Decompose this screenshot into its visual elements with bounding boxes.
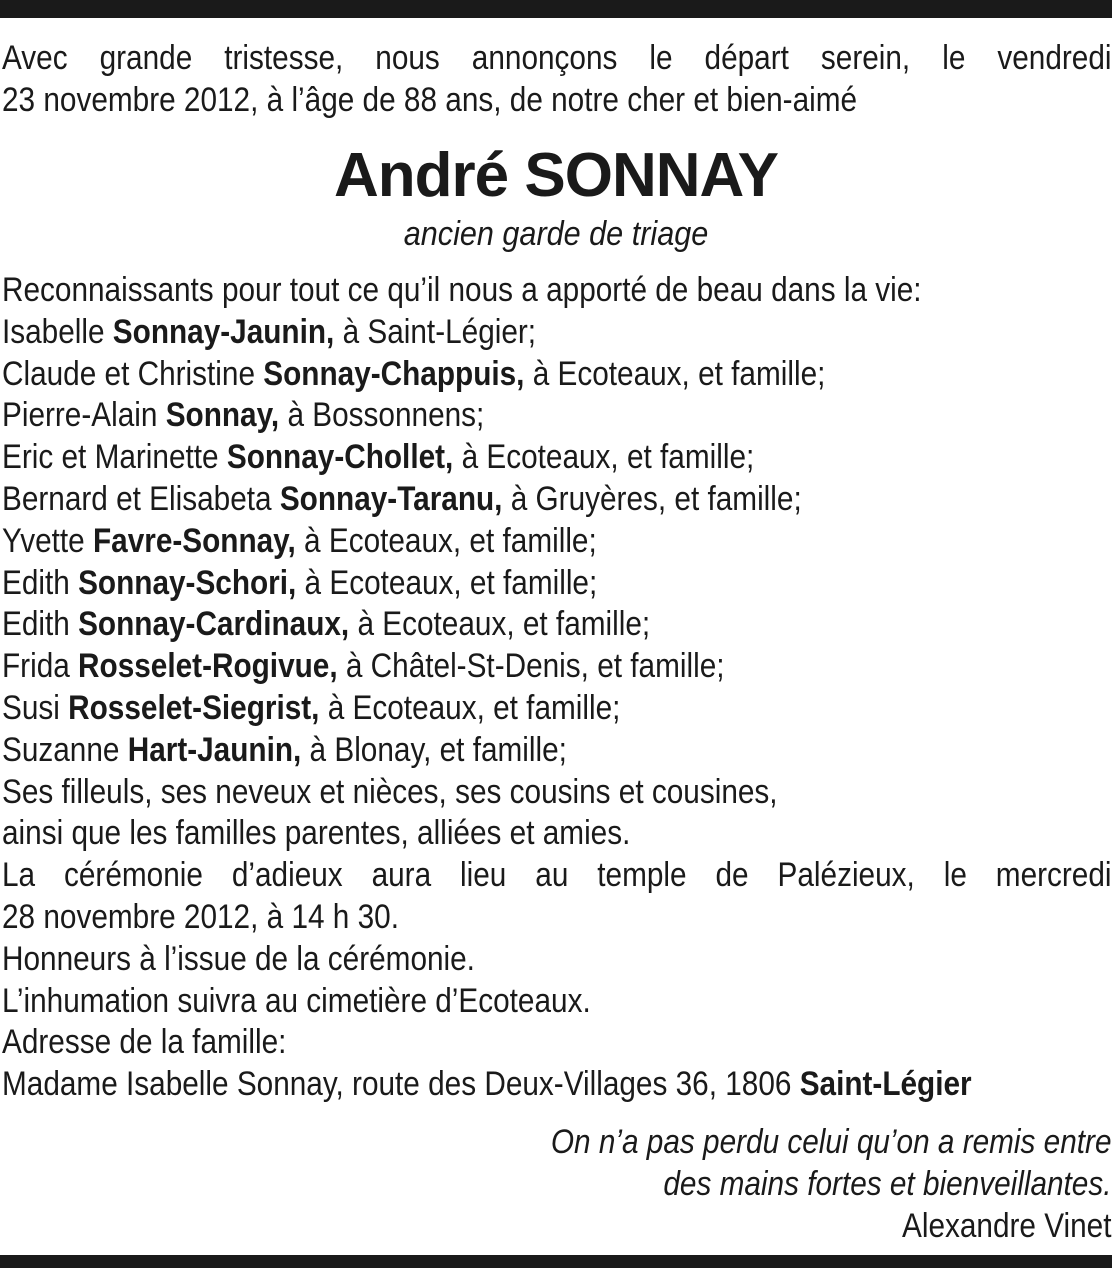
family-member-line — [2, 479, 1112, 521]
family-member-line — [2, 646, 1112, 688]
quote-line: On n’a pas perdu celui qu’on a remis entre — [550, 1123, 1112, 1161]
family-member-surname: Favre-Sonnay, — [92, 521, 296, 560]
family-list — [2, 312, 1112, 772]
family-member-line — [2, 730, 1112, 772]
family-member-surname: Hart-Jaunin, — [127, 730, 302, 769]
family-member-surname: Sonnay-Taranu, — [279, 479, 503, 518]
deceased-name: André SONNAY — [334, 141, 778, 210]
quote-author: Alexandre Vinet — [901, 1206, 1112, 1245]
family-member-location: à Gruyères, et famille; — [502, 479, 802, 518]
intro-line: Avec grande tristesse, nous annonçons le départ serein, le vendredi — [2, 39, 1112, 77]
top-rule — [0, 0, 1112, 18]
family-member-first-names: Suzanne — [2, 730, 128, 769]
family-member-line — [2, 354, 1112, 396]
family-member-line — [2, 521, 1112, 563]
ceremony-line: 28 novembre 2012, à 14 h 30. — [2, 897, 399, 936]
honours-line: Honneurs à l’issue de la cérémonie. — [2, 939, 475, 978]
obituary-body — [2, 270, 1112, 1106]
family-member-first-names: Susi — [2, 688, 69, 727]
quote-line: des mains fortes et bienveillantes. — [663, 1164, 1112, 1203]
family-member-location: à Bossonnens; — [279, 396, 485, 435]
address-text: Madame Isabelle Sonnay, route des Deux-Villages 36, 1806 — [2, 1065, 800, 1104]
quote-block — [2, 1122, 1112, 1247]
family-member-line — [2, 688, 1112, 730]
family-member-line — [2, 563, 1112, 605]
family-member-location: à Ecoteaux, et famille; — [296, 563, 598, 602]
family-member-line — [2, 395, 1112, 437]
family-member-first-names: Yvette — [2, 521, 93, 560]
family-member-first-names: Pierre-Alain — [2, 396, 166, 435]
family-member-first-names: Edith — [2, 563, 79, 602]
family-member-location: à Saint-Légier; — [334, 312, 537, 351]
address-line — [2, 1064, 1112, 1106]
burial-line: L’inhumation suivra au cimetière d’Ecoteaux. — [2, 981, 591, 1020]
family-member-first-names: Isabelle — [2, 312, 113, 351]
family-member-first-names: Bernard et Elisabeta — [2, 479, 280, 518]
bottom-rule — [0, 1255, 1112, 1268]
family-member-surname: Sonnay-Chollet, — [226, 438, 454, 477]
family-member-surname: Rosselet-Rogivue, — [78, 647, 338, 686]
family-member-surname: Sonnay, — [165, 396, 280, 435]
family-member-location: à Châtel-St-Denis, et famille; — [337, 647, 725, 686]
intro-line: 23 novembre 2012, à l’âge de 88 ans, de notre cher et bien-aimé — [2, 80, 858, 119]
family-member-first-names: Edith — [2, 605, 79, 644]
family-member-location: à Ecoteaux, et famille; — [453, 438, 755, 477]
family-member-line — [2, 437, 1112, 479]
family-member-first-names: Frida — [2, 647, 79, 686]
family-member-first-names: Eric et Marinette — [2, 438, 227, 477]
family-member-surname: Sonnay-Cardinaux, — [78, 605, 350, 644]
family-member-location: à Ecoteaux, et famille; — [349, 605, 651, 644]
family-member-first-names: Claude et Christine — [2, 354, 264, 393]
family-member-surname: Rosselet-Siegrist, — [68, 688, 320, 727]
family-member-location: à Blonay, et famille; — [301, 730, 567, 769]
family-member-surname: Sonnay-Schori, — [78, 563, 297, 602]
ceremony-line: La cérémonie d’adieux aura lieu au temple de Palézieux, le mercredi — [2, 856, 1112, 895]
family-member-surname: Sonnay-Jaunin, — [112, 312, 335, 351]
family-member-location: à Ecoteaux, et famille; — [319, 688, 621, 727]
thanks-line: Reconnaissants pour tout ce qu’il nous a apporté de beau dans la vie: — [2, 271, 922, 309]
relatives-line: Ses filleuls, ses neveux et nièces, ses cousins et cousines, — [2, 772, 778, 811]
address-city: Saint-Légier — [799, 1065, 972, 1104]
family-member-surname: Sonnay-Chappuis, — [263, 354, 525, 393]
family-member-location: à Ecoteaux, et famille; — [295, 521, 597, 560]
family-member-line — [2, 312, 1112, 354]
intro-paragraph — [2, 38, 1112, 122]
deceased-role: ancien garde de triage — [403, 215, 709, 253]
family-member-line — [2, 604, 1112, 646]
relatives-line: ainsi que les familles parentes, alliées et amies. — [2, 814, 631, 853]
address-label: Adresse de la famille: — [2, 1023, 287, 1062]
family-member-location: à Ecoteaux, et famille; — [524, 354, 826, 393]
